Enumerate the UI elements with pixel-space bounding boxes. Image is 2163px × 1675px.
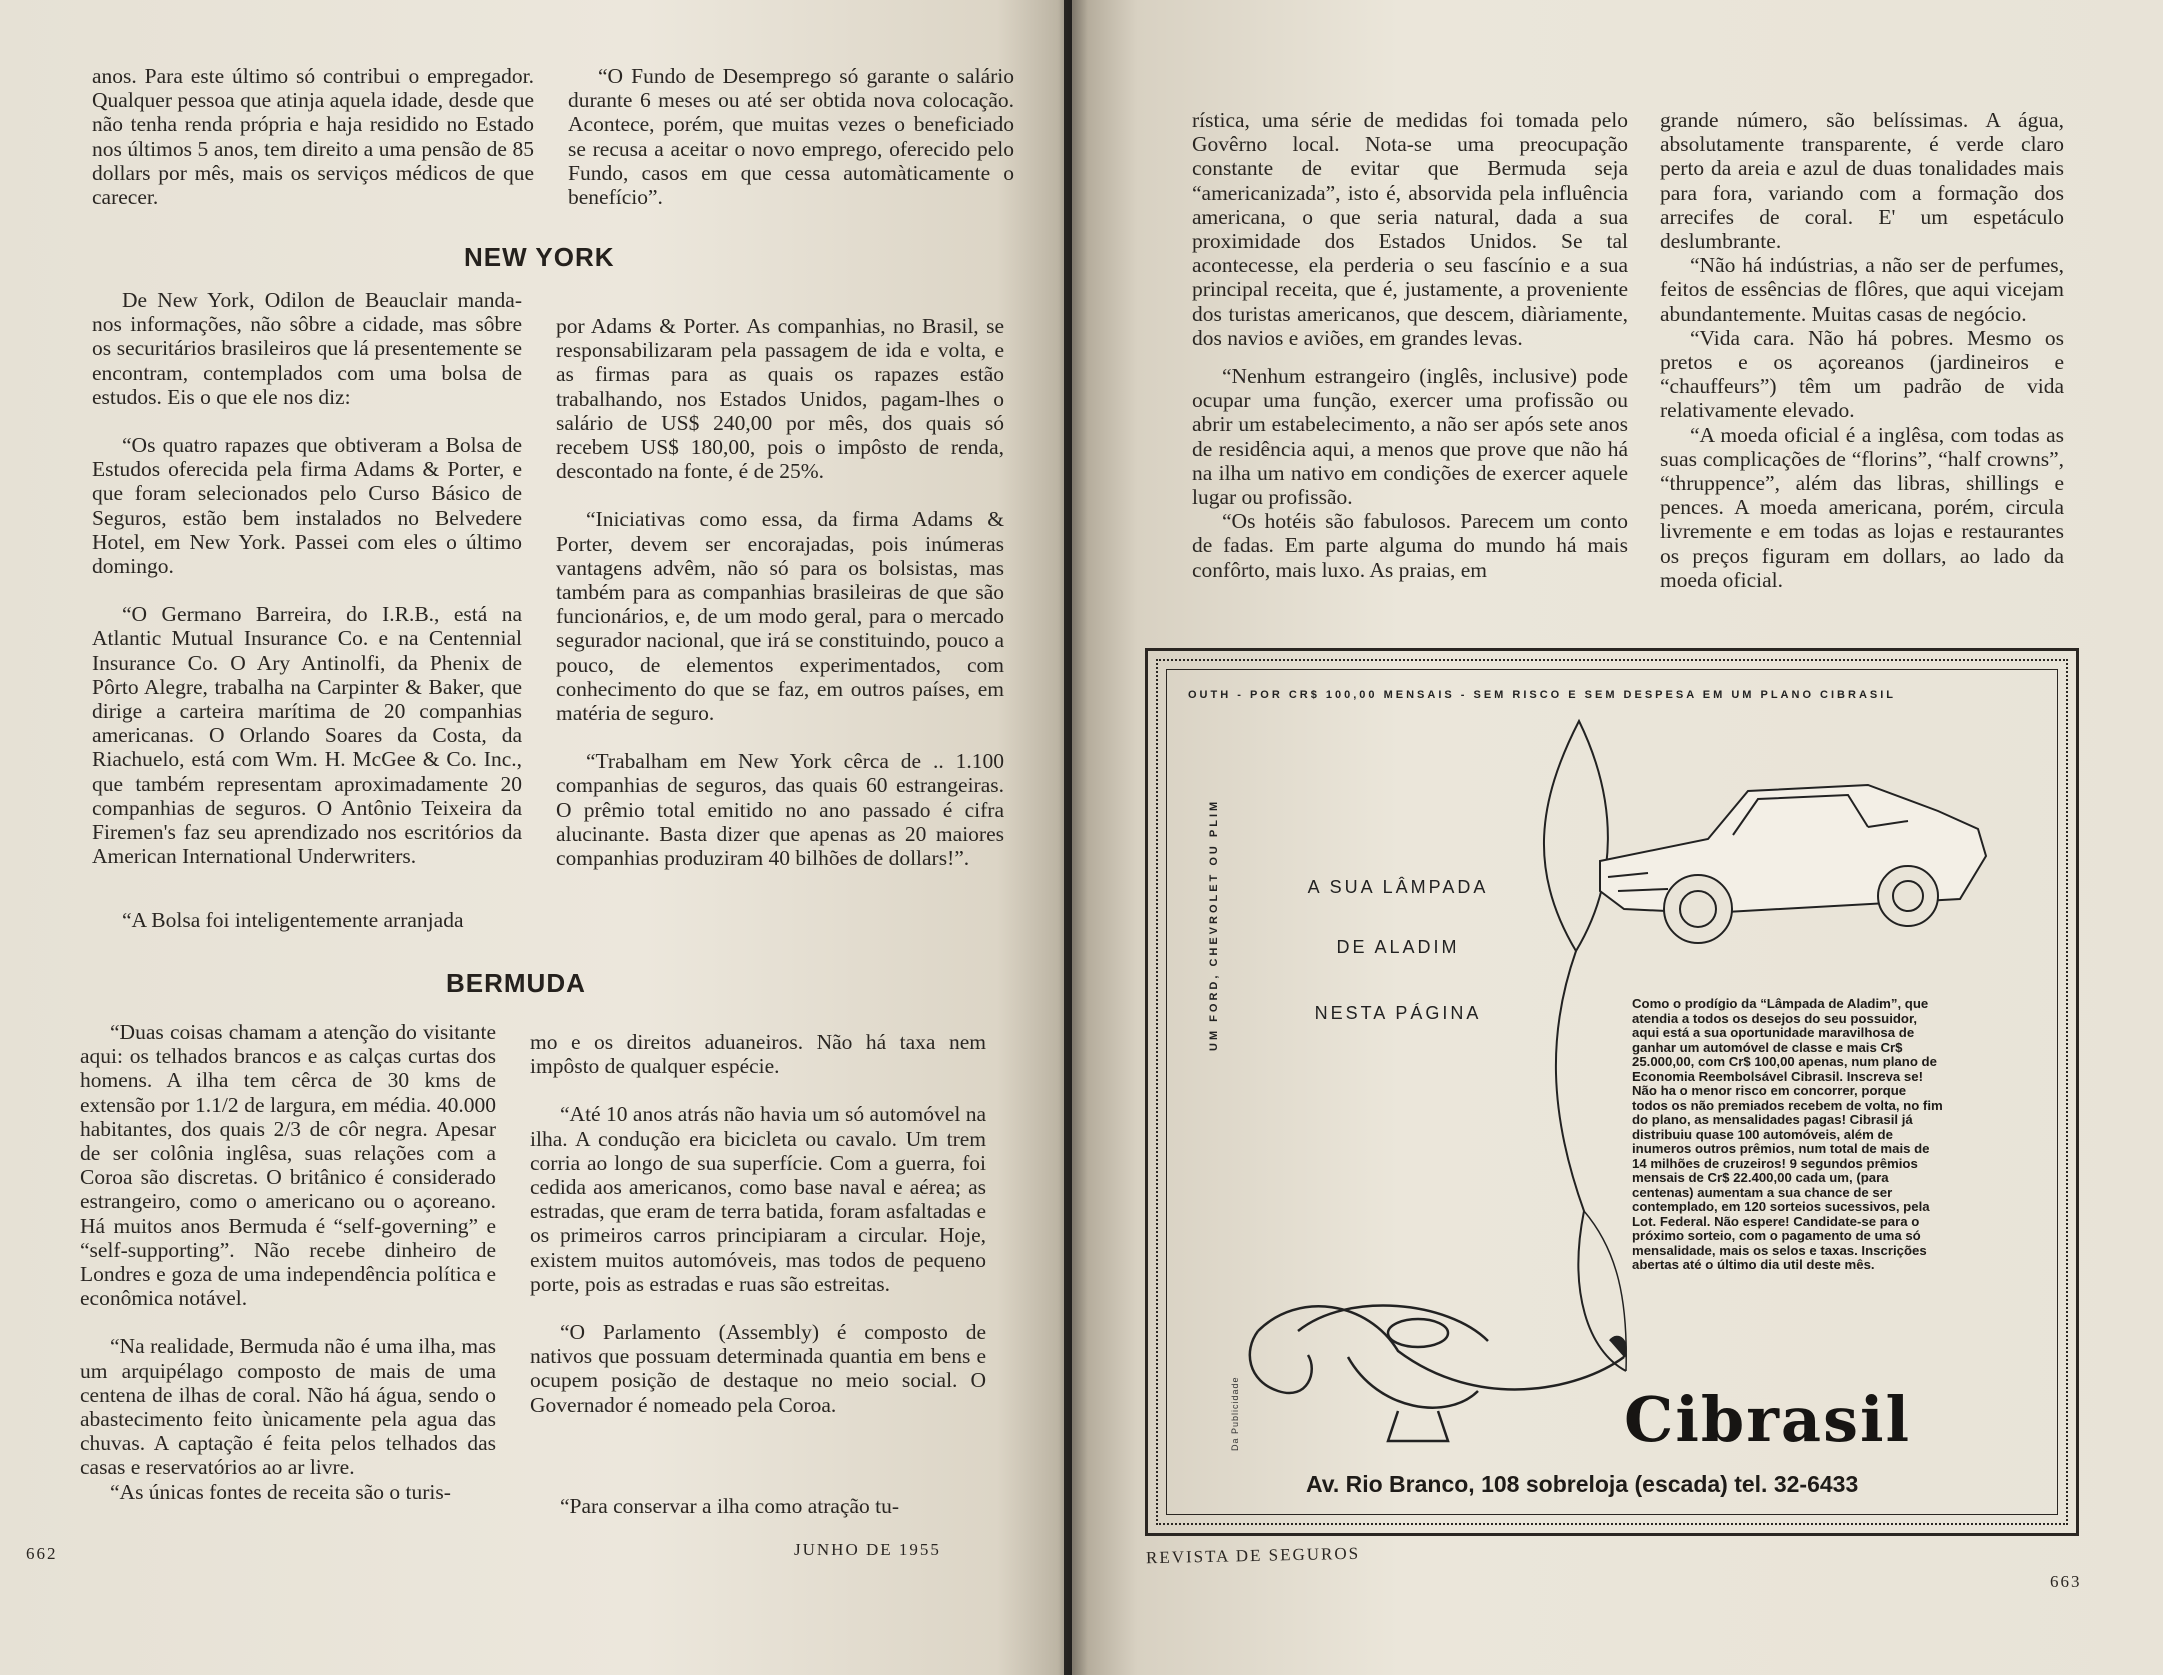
paragraph: “Nenhum estrangeiro (inglês, inclusive) pode ocupar uma função, exercer uma profissão ou abrir um estabelecimento, a não ser após sete anos de residência aqui, a menos que prove que não há na ilha um nativo em condições de exercer aquele lugar ou profissão. [1192,364,1628,510]
paragraph: “O Germano Barreira, do I.R.B., está na Atlantic Mutual Insurance Co. e na Centennial Insurance Co. O Ary Antinolfi, da Phenix de Pôrto Alegre, trabalha na Carpinter & Baker, que dirige a carteira marítima de 20 companhias americanas. O Orlando Soares da Costa, da Riachuelo, está com Wm. H. McGee & Co. Inc., que também representam aproximadamente 20 companhias de seguros. O Antônio Teixeira da Firemen's faz seu aprendizado nos escritórios da American International Underwriters. [92,602,522,869]
ad-slogan-line-3: NESTA PÁGINA [1314,1003,1482,1023]
ad-side-line: UM FORD, CHEVROLET OU PLIM [1208,798,1220,1051]
paragraph: “Os hotéis são fabulosos. Parecem um conto de fadas. Em parte alguma do mundo há mais confôrto, mais luxo. As praias, em [1192,509,1628,582]
ad-credit: Da Publicidade [1230,1376,1240,1451]
paragraph: “A Bolsa foi inteligentemente arranjada [122,908,464,932]
intro-column-2 [568,64,1014,233]
right-column-1-cont [1192,364,1628,582]
bermuda-column-1-end [80,1480,496,1504]
ad-body-text: Como o prodígio da “Lâmpada de Aladim”, que atendia a todos os desejos do seu possuidor, aqui está a sua oportunidade maravilhosa de ganhar um automóvel de classe e mais Cr$ 25.000,00, com Cr$ 100,00 apenas, num plano de Economia Reembolsável Cibrasil. Inscreva se! Não ha o menor risco em concorrer, porque todos os não premiados recebem de volta, no fim do plano, as mensalidades pagas! Cibrasil já distribuiu quase 100 automóveis, além de inumeros outros prêmios, num total de mais de 14 milhões de cruzeiros! 9 segundos prêmios mensais de Cr$ 22.400,00 cada um, (para centenas) aumentam a sua chance de ser contemplado, em 120 sorteios sucessivos, pela Lot. Federal. Não espere! Candidate-se para o próximo sorteio, com o pagamento de uma só mensalidade, mais os selos e taxas. Inscrições abertas até o último dia util deste mês. [1632,996,1943,1272]
section-heading-new-york: NEW YORK [464,242,615,272]
lamp-icon [1250,1306,1626,1441]
gutter [1058,0,1088,1675]
right-column-2 [1660,108,2064,592]
bermuda-column-2 [530,1030,986,1441]
ad-slogan-line-1: A SUA LÂMPADA [1307,877,1489,897]
paragraph: mo e os direitos aduaneiros. Não há taxa nem impôsto de qualquer espécie. [530,1030,986,1079]
paragraph: “O Fundo de Desemprego só garante o salário durante 6 meses ou até ser obtida nova colocação. Acontece, porém, que muitas vezes o beneficiado se recusa a aceitar o novo emprego, oferecido pelo Fundo, casos em que cessa automàticamente o benefício”. [568,64,1014,210]
paragraph: por Adams & Porter. As companhias, no Brasil, se responsabilizaram pela passagem de ida e volta, e as firmas para as quais os rapazes estão trabalhando, nos Estados Unidos, pagam-lhes o salário de US$ 240,00 por mês, dos quais só recebem US$ 180,00, pois o impôsto de renda, descontado na fonte, é de 25%. [556,314,1004,484]
cibrasil-advertisement [1145,648,2079,1536]
paragraph: “Duas coisas chamam a atenção do visitante aqui: os telhados brancos e as calças curtas dos homens. A ilha tem cêrca de 30 kms de extensão por 1.1/2 de largura, em média. 40.000 habitantes, dos quais 2/3 de côr negra. Apesar de ser colônia inglêsa, suas relações com a Coroa são discretas. O britânico é considerado estrangeiro, como o americano ou o açoreano. Há muitos anos Bermuda é “self-governing” e “self-supporting”. Não recebe dinheiro de Londres e goza de uma independência política e econômica notável. [80,1020,496,1311]
intro-column-1 [92,64,534,233]
new-york-column-1 [92,288,522,892]
paragraph: “Vida cara. Não há pobres. Mesmo os pretos e os açoreanos (jardineiros e “chauffeurs”) têm um padrão de vida relativamente elevado. [1660,325,2064,423]
bermuda-column-2-end [530,1494,986,1518]
section-heading-bermuda: BERMUDA [446,968,586,998]
ad-brand-logo: Cibrasil [1624,1383,1912,1456]
footer-magazine-title: REVISTA DE SEGUROS [1145,1543,1361,1568]
paragraph: “A moeda oficial é a inglêsa, com todas as suas complicações de “florins”, “half crowns”, “thruppence”, além das libras, shillings e pences. A moeda americana, porém, circula livremente e em todas as lojas e restaurantes os preços figuram em dollars, ao lado da moeda oficial. [1660,422,2064,592]
paragraph: grande número, são belíssimas. A água, absolutamente transparente, é verde claro perto da areia e azul de duas tonalidades mais para fora, variando com a formação dos arrecifes de coral. E' um espetáculo deslumbrante. [1660,108,2064,254]
paragraph: “Os quatro rapazes que obtiveram a Bolsa de Estudos oferecida pela firma Adams & Porter, e que foram selecionados pelo Curso Básico de Seguros, estão bem instalados no Belvedere Hotel, em New York. Passei com eles o último domingo. [92,433,522,579]
paragraph: De New York, Odilon de Beauclair manda-nos informações, não sôbre a cidade, mas sôbre os securitários brasileiros que lá presentemente se encontram, contemplados com uma bolsa de estudos. Eis o que ele nos diz: [92,288,522,409]
paragraph: “O Parlamento (Assembly) é composto de nativos que possuam determinada quantia em bens e ocupem posição de destaque no meio social. O Governador é nomeado pela Coroa. [530,1320,986,1417]
car-icon [1600,785,1986,943]
paragraph: “Iniciativas como essa, da firma Adams & Porter, devem ser encorajadas, pois inúmeras vantagens advêm, não só para os bolsistas, mas também para as companhias brasileiras de que são funcionários, e, de um modo geral, para o mercado segurador nacional, que irá se constituindo, pouco a pouco, de elementos experimentados, com conhecimento do que se faz, em outros países, em matéria de seguro. [556,507,1004,726]
new-york-column-1-end [92,908,522,932]
ad-top-line: OUTH - POR CR$ 100,00 MENSAIS - SEM RISCO E SEM DESPESA EM UM PLANO CIBRASIL [1188,689,1896,701]
page-number-left: 662 [26,1544,58,1563]
paragraph: anos. Para este último só contribui o empregador. Qualquer pessoa que atinja aquela idade, desde que não tenha renda própria e haja residido no Estado nos últimos 5 anos, tem direito a uma pensão de 85 dollars por mês, mais os serviços médicos de que carecer. [92,64,534,210]
paragraph: “Na realidade, Bermuda não é uma ilha, mas um arquipélago composto de mais de uma centena de ilhas de coral. Não há água, sendo o abastecimento feito ùnicamente pela agua das chuvas. A captação é feita pelos telhados das casas e reservatórios ao ar livre. [80,1334,496,1480]
paragraph: “Para conservar a ilha como atração tu- [560,1494,900,1518]
paragraph: “Até 10 anos atrás não havia um só automóvel na ilha. A condução era bicicleta ou cavalo. Um trem corria ao longo de sua superfície. Com a guerra, foi cedida aos americanos, como base naval e aérea; as estradas, que eram de terra batida, foram asfaltadas e os primeiros carros principiaram a circular. Hoje, existem muitos automóveis, mas todos de pequeno porte, pois as estradas e ruas são estreitas. [530,1102,986,1296]
bermuda-column-1 [80,1020,496,1504]
ad-slogan-line-2: DE ALADIM [1336,937,1460,957]
page-number-right: 663 [2050,1572,2082,1591]
right-column-1 [1192,108,1628,374]
ad-address: Av. Rio Branco, 108 sobreloja (escada) tel. 32-6433 [1306,1471,1859,1497]
paragraph: “Não há indústrias, a não ser de perfumes, feitos de essências de flôres, que aqui vicejam abundantemente. Muitas casas de negócio. [1660,253,2064,326]
new-york-column-2 [556,314,1004,894]
paragraph: “As únicas fontes de receita são o turis- [110,1480,451,1504]
footer-date: JUNHO DE 1955 [794,1540,941,1559]
paragraph: rística, uma série de medidas foi tomada pelo Govêrno local. Nota-se uma preocupação constante de evitar que Bermuda seja “americanizada”, isto é, absorvida pela influência americana, o que seria natural, dada a sua proximidade dos Estados Unidos. Se tal acontecesse, ela perderia o seu fascínio e a sua principal receita, que é, justamente, a proveniente dos turistas americanos, que descem, diàriamente, dos navios e aviões, em grandes levas. [1192,108,1628,350]
paragraph: “Trabalham em New York cêrca de .. 1.100 companhias de seguros, das quais 60 estrangeiras. O prêmio total emitido no ano passado é cifra alucinante. Basta dizer que apenas as 20 maiores companhias produziram 40 bilhões de dollars!”. [556,749,1004,871]
